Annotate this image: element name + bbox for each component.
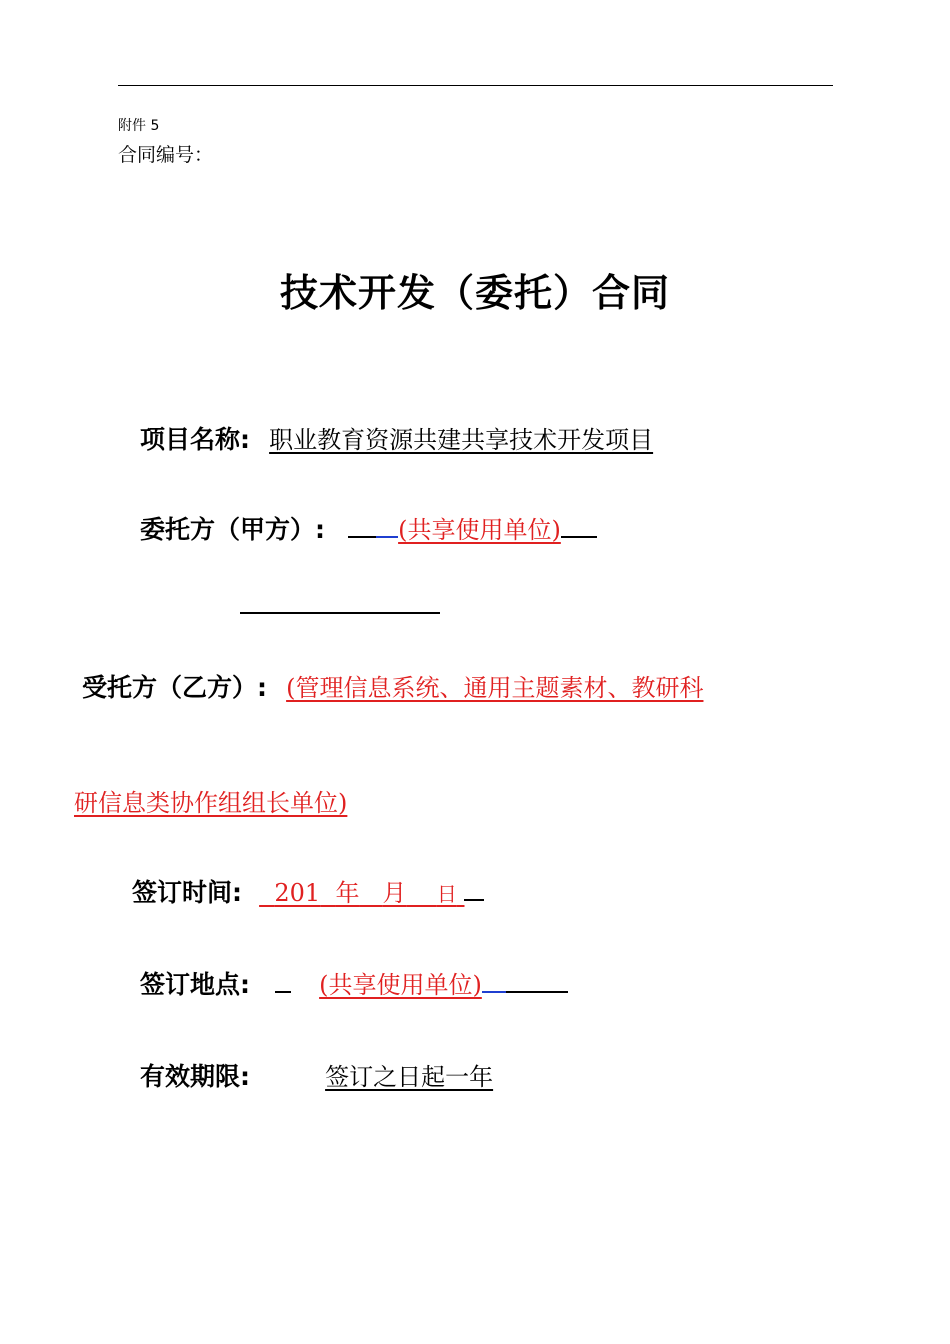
party-b-label: 受托方（乙方）:	[82, 673, 267, 702]
validity-label: 有效期限:	[140, 1062, 250, 1091]
validity-row	[140, 1057, 579, 1093]
signing-place-row	[140, 965, 568, 1001]
party-a-blank-blue	[376, 535, 398, 538]
party-a-value: (共享使用单位)	[398, 516, 561, 544]
top-rule	[118, 85, 833, 86]
project-name-value: 职业教育资源共建共享技术开发项目	[269, 426, 654, 454]
signing-place-blank-blue	[482, 990, 506, 993]
project-name-label: 项目名称:	[140, 425, 250, 454]
signing-place-blank-right	[506, 990, 568, 993]
signing-place-label: 签订地点:	[140, 970, 250, 999]
validity-value: 签订之日起一年	[325, 1063, 494, 1091]
party-a-blank-right	[561, 535, 597, 538]
attachment-label: 附件 5	[118, 118, 160, 134]
signing-time-blank-right	[464, 898, 484, 901]
signing-year: 201	[274, 879, 321, 907]
party-b-value-line2: 研信息类协作组组长单位)	[74, 789, 348, 817]
party-a-extra-line	[240, 612, 440, 614]
project-name-row	[140, 420, 653, 456]
party-a-row	[140, 510, 597, 546]
signing-place-value: (共享使用单位)	[319, 971, 482, 999]
signing-time-label: 签订时间:	[132, 878, 242, 907]
party-a-label: 委托方（甲方）:	[140, 515, 325, 544]
signing-month-unit: 月	[382, 879, 407, 907]
signing-year-unit: 年	[335, 879, 360, 907]
contract-number-label: 合同编号：	[118, 144, 214, 166]
party-b-value-line1: (管理信息系统、通用主题素材、教研科	[286, 674, 704, 702]
party-b-row-2	[74, 783, 347, 818]
signing-time-row	[132, 873, 484, 909]
party-b-row	[82, 668, 703, 704]
document-title: 技术开发（委托）合同	[279, 271, 670, 315]
signing-day-unit: 日	[436, 882, 457, 906]
party-a-blank-left	[348, 535, 376, 538]
signing-place-blank-left	[275, 990, 291, 993]
